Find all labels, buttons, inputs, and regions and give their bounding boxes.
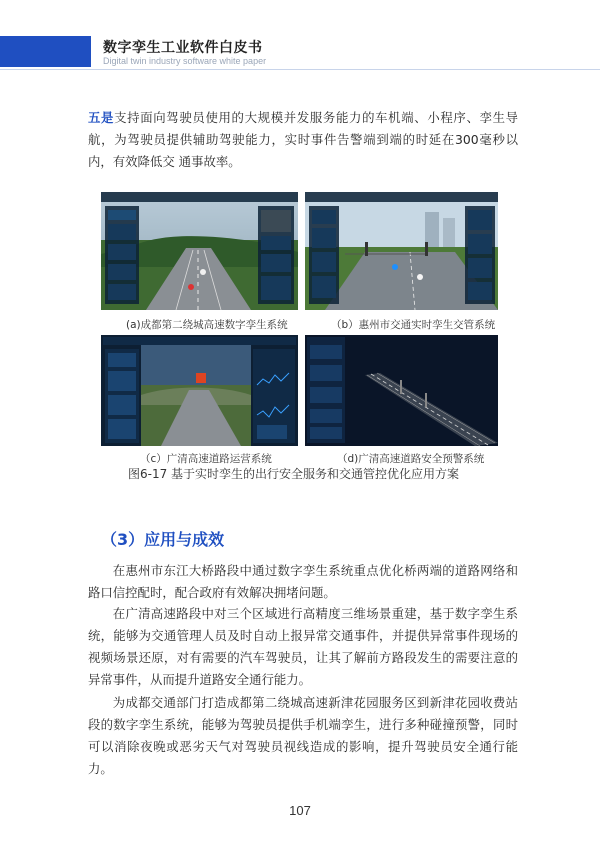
figure-b-image: [305, 192, 498, 310]
paragraph-3: 为成都交通部门打造成都第二绕城高速新津花园服务区到新津花园收费站段的数字孪生系统，能够为驾驶员提供手机端孪生，进行多种碰撞预警，同时可以消除夜晚或恶劣天气对驾驶员视线造成的影响，提升驾驶员安全通行能力。: [88, 695, 518, 776]
document-subtitle: Digital twin industry software white paper: [103, 56, 267, 66]
section-title: （3）应用与成效: [101, 530, 225, 549]
header-accent-bar: [0, 36, 91, 67]
intro-lead: 五是: [88, 110, 115, 125]
figure-a-image: [101, 192, 298, 310]
figure-c-image: [101, 335, 298, 446]
document-title: 数字孪生工业软件白皮书: [103, 40, 263, 56]
figure-c-caption: （c）广清高速道路运营系统: [140, 453, 272, 465]
paragraph-2: 在广清高速路段中对三个区域进行高精度三维场景重建，基于数字孪生系统，能够为交通管理人员及时自动上报异常交通事件，并提供异常事件现场的视频场景还原，对有需要的汽车驾驶员，让其了解前方路段发生的需要注意的异常事件，从而提升道路安全通行能力。: [88, 606, 518, 687]
page-number: 107: [289, 803, 311, 818]
intro-paragraph: [88, 107, 518, 173]
header-divider: [0, 69, 600, 70]
figure-d-image: [305, 335, 498, 446]
paragraph-1: 在惠州市东江大桥路段中通过数字孪生系统重点优化桥两端的道路网络和路口信控配时，配合政府有效解决拥堵问题。: [88, 563, 518, 600]
intro-text: 支持面向驾驶员使用的大规模并发服务能力的车机端、小程序、孪生导航，为驾驶员提供辅助驾驶能力，实时事件告警端到端的时延在300毫秒以内，有效降低交 通事故率。: [88, 110, 519, 169]
figure-b-caption: （b）惠州市交通实时孪生交管系统: [331, 319, 496, 331]
figure-a-caption: (a)成都第二绕城高速数字孪生系统: [126, 319, 288, 331]
figure-caption: 图6-17 基于实时孪生的出行安全服务和交通管控优化应用方案: [128, 467, 460, 481]
figure-d-caption: （d)广清高速道路安全预警系统: [337, 453, 485, 465]
